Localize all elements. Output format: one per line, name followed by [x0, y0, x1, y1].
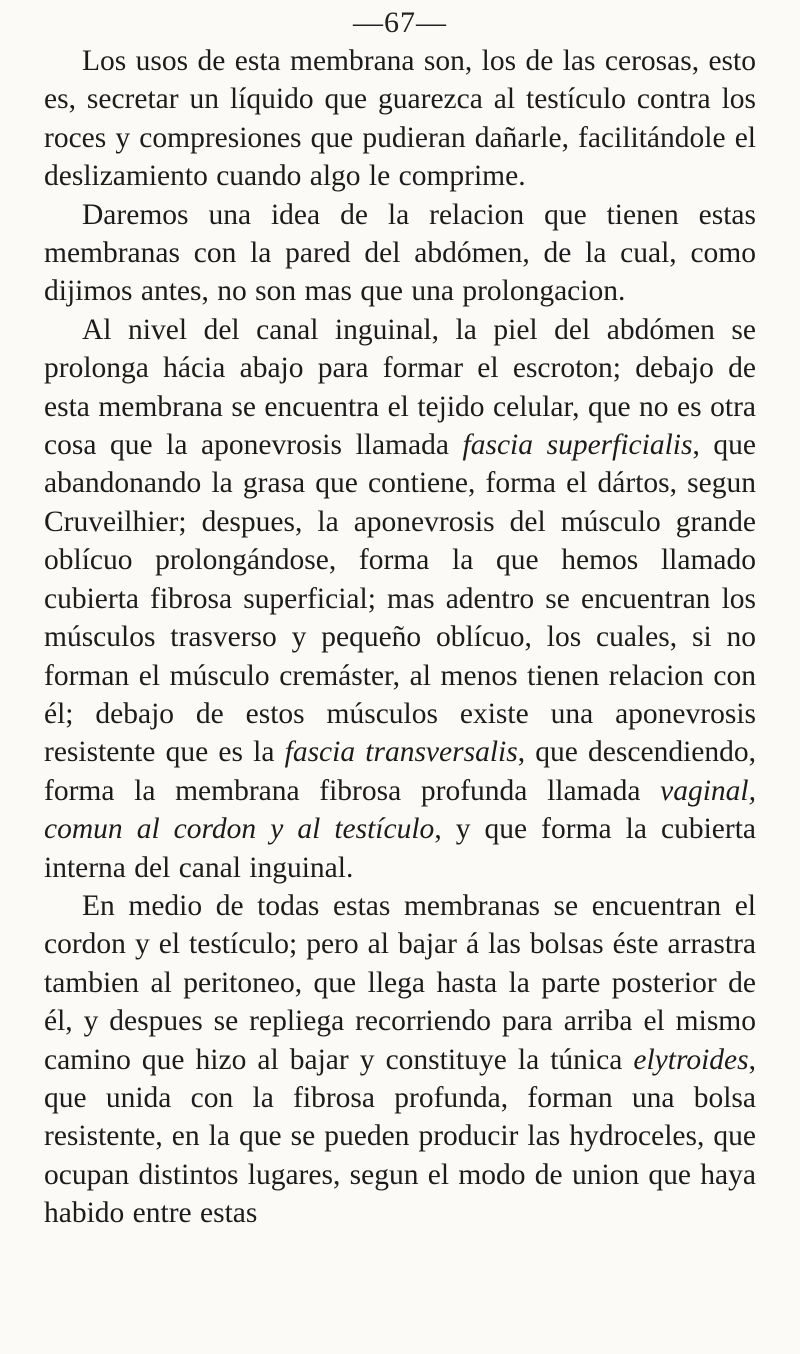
text-run: Los usos de esta membrana son, los de las cerosas, esto es, secretar un líquido que guarezca al testículo contra los roces y compresiones que pudieran dañarle, facilitándole el deslizamiento cuando algo le comprime.	[44, 45, 756, 193]
text-run: , que unida con la fibrosa profunda, forman una bolsa resistente, en la que se pueden producir las hydroceles, que ocupan distintos lugares, segun el modo de union que haya habido entre estas	[44, 1043, 756, 1230]
italic-term: vaginal, comun al cordon y al testículo	[44, 774, 756, 846]
paragraph	[44, 196, 756, 311]
text-run: , que descendiendo, forma la membrana fibrosa profunda llamada	[44, 736, 756, 807]
text-run: Daremos una idea de la relacion que tienen estas membranas con la pared del abdómen, de la cual, como dijimos antes, no son mas que una prolongacion.	[44, 198, 756, 308]
italic-term: fascia transversalis	[284, 736, 518, 769]
paragraph	[44, 42, 756, 196]
text-run: En medio de todas estas membranas se encuentran el cordon y el testículo; pero al bajar á las bolsas éste arrastra tambien al peritoneo, que llega hasta la parte posterior de él, y despues se repliega recorriendo para arriba el mismo camino que hizo al bajar y constituye la túnica	[44, 889, 756, 1076]
page-number: —67—	[353, 6, 447, 39]
italic-term: fascia superficialis	[462, 429, 693, 462]
text-run: Al nivel del canal inguinal, la piel del abdómen se prolonga hácia abajo para formar el escroton; debajo de esta membrana se encuentra el tejido celular, que no es otra cosa que la aponevrosis llamada	[44, 313, 756, 462]
paragraph	[44, 311, 756, 887]
text-run: , que abandonando la grasa que contiene, forma el dártos, segun Cruveilhier; despues, la aponevrosis del músculo grande oblícuo prolongándose, forma la que hemos llamado cubierta fibrosa superficial; mas adentro se encuentran los músculos trasverso y pequeño oblícuo, los cuales, si no forman el músculo cremáster, al menos tienen relacion con él; debajo de estos músculos existe una aponevrosis resistente que es la	[44, 429, 757, 769]
body-text	[44, 42, 756, 1233]
text-run: , y que forma la cubierta interna del canal inguinal.	[44, 813, 756, 884]
paragraph	[44, 887, 756, 1233]
italic-term: elytroides	[633, 1043, 749, 1076]
